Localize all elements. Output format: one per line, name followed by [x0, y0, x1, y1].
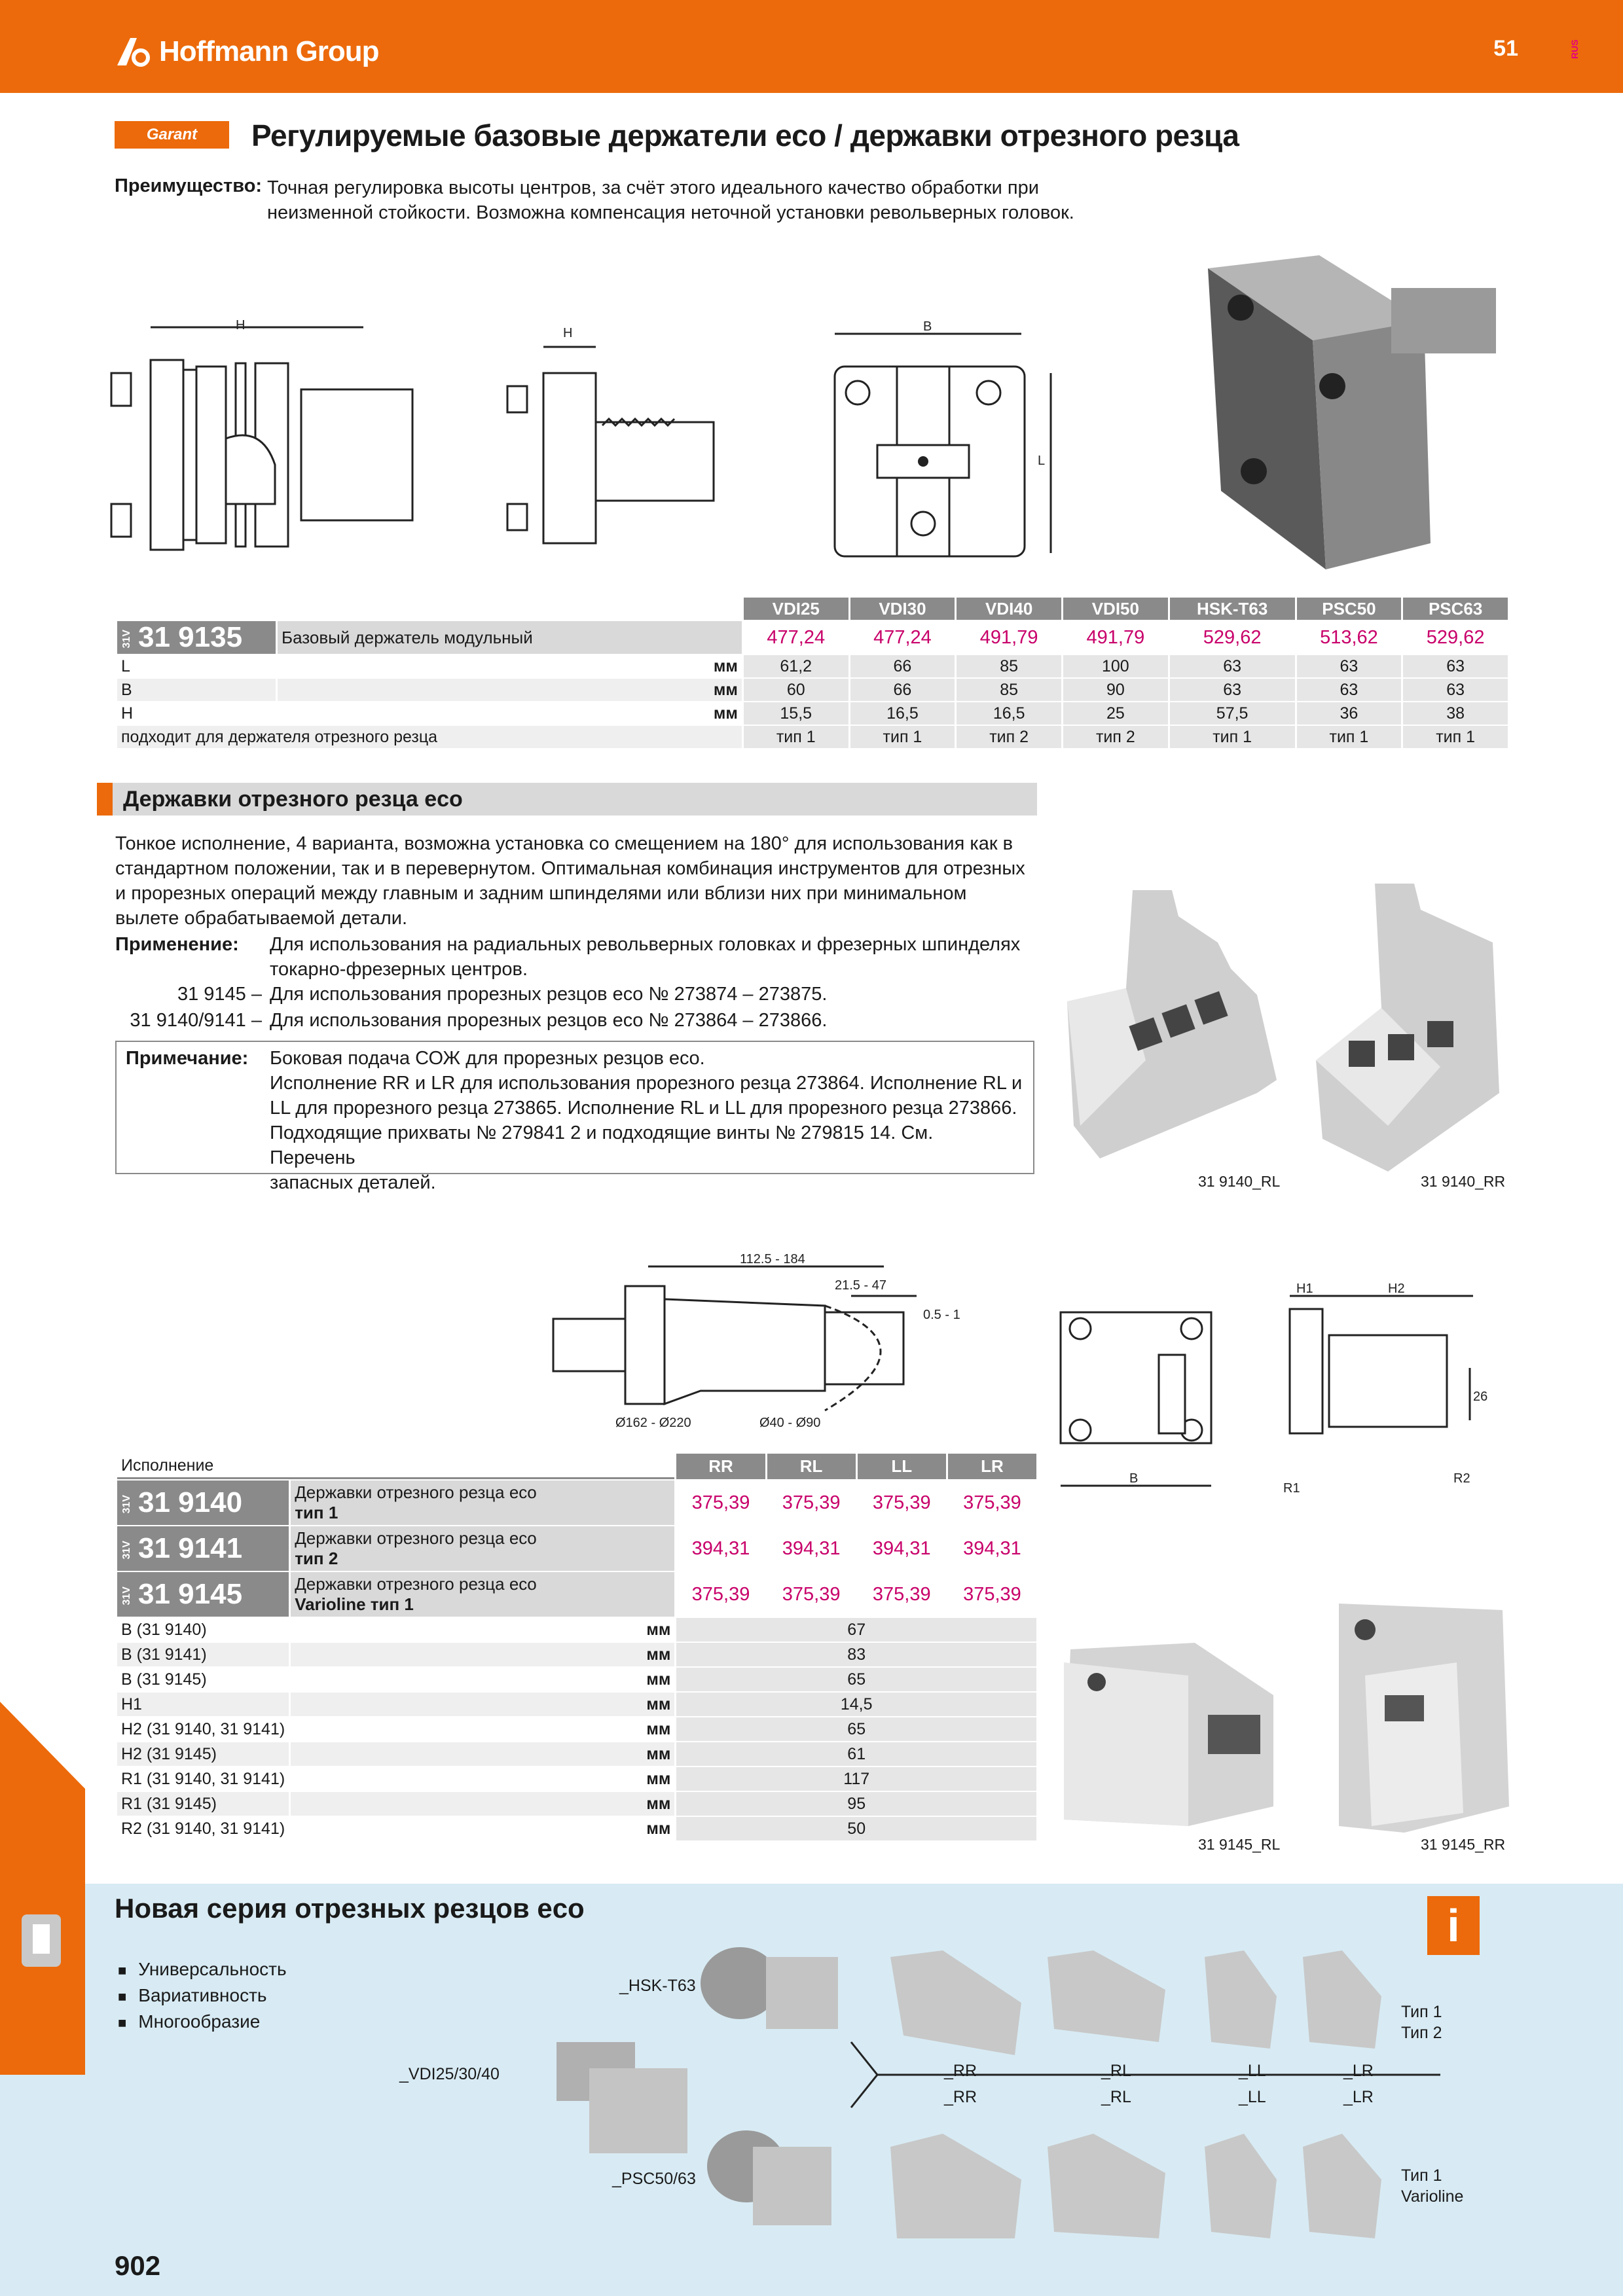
row-label: B: [117, 679, 276, 701]
row-unit: мм: [713, 656, 738, 675]
list-item: ■ Многообразие: [118, 2009, 287, 2036]
page-number-top: 51: [1493, 36, 1518, 61]
col-header: PSC50: [1297, 598, 1402, 620]
price-cell: 513,62: [1320, 626, 1378, 648]
table-row: [117, 679, 1508, 701]
cell: 63: [1297, 679, 1402, 701]
table-row: [117, 1668, 1036, 1691]
table-row: [117, 1717, 1036, 1741]
cell: 67: [676, 1618, 1036, 1641]
row-label: R1 (31 9145): [117, 1792, 289, 1816]
advantage-text: Точная регулировка высоты центров, за счёт этого идеального качество обработки при неизменной стойкости. Возможна компенсация неточной установки револьверных головок.: [267, 177, 1074, 223]
holder-thumbnails-bottom: [884, 2121, 1447, 2251]
article-desc: Базовый держатель модульный: [278, 621, 742, 654]
cell: 36: [1297, 702, 1402, 725]
drawing-front-b: [1054, 1276, 1224, 1492]
label-ll-2: _LL: [1239, 2088, 1266, 2106]
cell: 25: [1063, 702, 1168, 725]
adapter-hsk: [694, 1937, 851, 2042]
dim-r2: R2: [1453, 1471, 1470, 1486]
row-label: H2 (31 9145): [117, 1742, 289, 1766]
drawing-mounting: [543, 1247, 1002, 1437]
cell: 65: [676, 1717, 1036, 1741]
label-hsk: _HSK-T63: [619, 1977, 696, 1995]
col-header: PSC63: [1403, 598, 1508, 620]
price-cell: 394,31: [691, 1537, 750, 1559]
col-header: VDI50: [1063, 598, 1168, 620]
dim-26: 26: [1473, 1390, 1488, 1404]
row-unit: мм: [646, 1719, 671, 1738]
price-cell: 375,39: [963, 1583, 1021, 1605]
dim-d2: 21.5 - 47: [835, 1278, 886, 1293]
table-row: [117, 1792, 1036, 1816]
cell: 61: [676, 1742, 1036, 1766]
drawing-front: [825, 314, 1074, 563]
note-label: Примечание:: [126, 1048, 249, 1069]
article-desc: Державки отрезного резца eco Varioline тип 1: [291, 1572, 674, 1617]
cell: 61,2: [744, 655, 848, 677]
side-tab: [0, 1702, 85, 1826]
row-label: B (31 9141): [117, 1643, 289, 1666]
col-header: LR: [948, 1454, 1036, 1479]
dim-r1: R1: [1283, 1481, 1300, 1496]
note-line: Исполнение RR и LR для использования прорезного резца 273864. Исполнение RL и: [270, 1073, 1023, 1094]
price-cell: 491,79: [1086, 626, 1145, 648]
label-psc: _PSC50/63: [612, 2170, 696, 2188]
cell: 15,5: [744, 702, 848, 725]
dim-label-h2: H: [563, 326, 573, 340]
row-label: H2 (31 9140, 31 9141): [121, 1719, 285, 1738]
price-cell: 375,39: [872, 1492, 931, 1513]
cell: тип 2: [1063, 726, 1168, 748]
cell: 16,5: [957, 702, 1061, 725]
table-row: [117, 1618, 1036, 1641]
cell: тип 1: [1297, 726, 1402, 748]
page-number-bottom: 902: [115, 2250, 161, 2281]
cell: тип 1: [1403, 726, 1508, 748]
section-heading-parting-holders: Державки отрезного резца eco: [97, 783, 1037, 816]
cell: 60: [744, 679, 848, 701]
drawing-side-hsk: [105, 308, 471, 569]
drawing-side-vdi: [498, 321, 773, 563]
cell: 85: [957, 679, 1061, 701]
price-cell: 375,39: [782, 1492, 841, 1513]
price-cell: 394,31: [872, 1537, 931, 1559]
label-varioline: Varioline: [1401, 2187, 1464, 2206]
row-label: H: [121, 704, 134, 723]
caption-319140-rl: 31 9140_RL: [1198, 1173, 1281, 1190]
label-rr-2: _RR: [944, 2088, 977, 2106]
cell: 38: [1403, 702, 1508, 725]
cell: 65: [676, 1668, 1036, 1691]
label-lr-2: _LR: [1343, 2088, 1374, 2106]
table-row: [117, 726, 1508, 748]
table-row: [117, 655, 1508, 677]
cell: 63: [1170, 655, 1295, 677]
language-tag: RUS: [1569, 39, 1580, 59]
row-unit: мм: [646, 1670, 671, 1689]
list-item: ■ Вариативность: [118, 1983, 287, 2009]
list-item: ■ Универсальность: [118, 1957, 287, 1983]
cell: тип 1: [1170, 726, 1295, 748]
page-title: Регулируемые базовые держатели eco / державки отрезного резца: [251, 118, 1239, 152]
advantage-label: Преимущество:: [115, 175, 263, 196]
note-line: LL для прорезного резца 273865. Исполнение RL и LL для прорезного резца 273866.: [270, 1098, 1017, 1119]
row-unit: мм: [646, 1620, 671, 1639]
cell: 57,5: [1170, 702, 1295, 725]
photo-base-holder: [1195, 242, 1503, 576]
photo-319140-rl: [1061, 877, 1309, 1191]
cell: 117: [676, 1767, 1036, 1791]
cell: 50: [676, 1817, 1036, 1840]
table-row: [117, 1817, 1036, 1840]
article-desc: Державки отрезного резца eco тип 1: [291, 1480, 674, 1525]
row-unit: мм: [278, 679, 742, 701]
photo-319145-rl: [1057, 1636, 1293, 1846]
hoffmann-logo-icon: [115, 35, 151, 68]
cell: 66: [850, 655, 955, 677]
info-icon[interactable]: i: [1427, 1896, 1480, 1955]
adapter-vdi: [550, 2029, 707, 2160]
caption-319140-rr: 31 9140_RR: [1421, 1173, 1506, 1190]
price-cell: 375,39: [872, 1583, 931, 1605]
cell: 63: [1297, 655, 1402, 677]
row-unit: мм: [291, 1742, 674, 1766]
use1-text: Для использования прорезных резцов eco № 273874 – 273875.: [270, 984, 828, 1005]
label-rl-2: _RL: [1101, 2088, 1131, 2106]
price-cell: 477,24: [873, 626, 932, 648]
note-text: [270, 1046, 1023, 1195]
cell: 95: [676, 1792, 1036, 1816]
cell: 66: [850, 679, 955, 701]
table-row: [117, 1767, 1036, 1791]
col-header: RL: [767, 1454, 856, 1479]
tool-category-icon: [18, 1911, 64, 1970]
holder-thumbnails-top: [884, 1944, 1447, 2068]
caption-319145-rr: 31 9145_RR: [1421, 1836, 1506, 1853]
label-rl-1: _RL: [1101, 2062, 1131, 2080]
price-cell: 477,24: [767, 626, 826, 648]
application-text: Для использования на радиальных револьверных головках и фрезерных шпинделях токарно-фрезерных центров.: [270, 934, 1021, 980]
cell: тип 1: [744, 726, 848, 748]
col-header: VDI30: [850, 598, 955, 620]
application-label: Применение:: [115, 934, 239, 955]
cell: 100: [1063, 655, 1168, 677]
execution-label: Исполнение: [117, 1454, 674, 1479]
table-row: [117, 1742, 1036, 1766]
row-label: B (31 9140): [121, 1620, 207, 1639]
label-lr-1: _LR: [1343, 2062, 1374, 2080]
adapter-psc: [701, 2121, 858, 2251]
row-label: R1 (31 9140, 31 9141): [121, 1769, 285, 1788]
label-type1-vario: Тип 1: [1401, 2166, 1442, 2185]
row-label: L: [121, 656, 130, 675]
article-number[interactable]: 31V 31 9141: [117, 1526, 289, 1571]
feature-list: [118, 1957, 287, 2036]
label-rr-1: _RR: [944, 2062, 977, 2080]
cell: 85: [957, 655, 1061, 677]
col-header: VDI40: [957, 598, 1061, 620]
cell: 16,5: [850, 702, 955, 725]
dim-label-h1: H: [236, 318, 246, 332]
article-number[interactable]: 31V 31 9145: [117, 1572, 289, 1617]
label-type1: Тип 1: [1401, 2003, 1442, 2021]
table-parting-holders: [115, 1452, 1038, 1842]
logo-text: Hoffmann Group: [159, 35, 379, 67]
use2-label: 31 9140/9141 –: [130, 1010, 262, 1031]
price-cell: 375,39: [691, 1583, 750, 1605]
row-unit: мм: [291, 1643, 674, 1666]
table-row: [117, 702, 1508, 725]
row-unit: мм: [713, 704, 738, 723]
cell: 63: [1170, 679, 1295, 701]
label-ll-1: _LL: [1239, 2062, 1266, 2080]
cell: 14,5: [676, 1693, 1036, 1716]
row-unit: мм: [291, 1693, 674, 1716]
price-cell: 375,39: [782, 1583, 841, 1605]
dim-b2: B: [1129, 1471, 1139, 1486]
photo-319140-rr: [1309, 877, 1525, 1191]
dim-h2: H2: [1388, 1282, 1405, 1296]
article-number[interactable]: 31V 31 9140: [117, 1480, 289, 1525]
col-header: VDI25: [744, 598, 848, 620]
note-line: Боковая подача СОЖ для прорезных резцов eco.: [270, 1048, 705, 1069]
section2-intro: Тонкое исполнение, 4 варианта, возможна установка со смещением на 180° для использования как в стандартном положении, так и в перевернутом. Оптимальная комбинация инструментов для отрезных и прорезных операций между главным и задним шпинделями или вблизи них при минимальном вылете обрабатываемой детали.: [115, 833, 1025, 929]
cell: 63: [1403, 679, 1508, 701]
cell: тип 1: [850, 726, 955, 748]
row-label: B (31 9145): [121, 1670, 207, 1689]
note-line: Подходящие прихваты № 279841 2 и подходящие винты № 279815 14. См. Перечень: [270, 1122, 934, 1168]
row-unit: мм: [646, 1819, 671, 1838]
row-label: R2 (31 9140, 31 9141): [121, 1819, 285, 1838]
caption-319145-rl: 31 9145_RL: [1198, 1836, 1281, 1853]
price-cell: 529,62: [1203, 626, 1262, 648]
drawing-side-h1-h2: [1270, 1270, 1488, 1499]
price-cell: 529,62: [1426, 626, 1485, 648]
dim-label-l: L: [1038, 454, 1046, 468]
dim-d5: Ø40 - Ø90: [759, 1416, 821, 1430]
price-cell: 491,79: [979, 626, 1038, 648]
hoffmann-logo[interactable]: [115, 31, 379, 72]
dim-d3: 0.5 - 1: [923, 1308, 960, 1322]
garant-logo: Garant: [115, 121, 229, 149]
use1-label: 31 9145 –: [177, 984, 262, 1005]
row-label: H1: [117, 1693, 289, 1716]
price-cell: 375,39: [691, 1492, 750, 1513]
dim-label-b: B: [923, 319, 932, 334]
col-header: HSK-T63: [1170, 598, 1295, 620]
dim-d4: Ø162 - Ø220: [615, 1416, 691, 1430]
price-cell: 394,31: [782, 1537, 841, 1559]
table-row: [117, 1693, 1036, 1716]
cell: тип 2: [957, 726, 1061, 748]
row-label: подходит для держателя отрезного резца: [117, 726, 742, 748]
article-number[interactable]: 31V 31 9135: [117, 621, 276, 654]
price-cell: 394,31: [963, 1537, 1021, 1559]
use2-text: Для использования прорезных резцов eco № 273864 – 273866.: [270, 1010, 828, 1031]
price-cell: 375,39: [963, 1492, 1021, 1513]
banner-title: Новая серия отрезных резцов eco: [115, 1893, 585, 1924]
row-unit: мм: [646, 1769, 671, 1788]
dim-d1: 112.5 - 184: [740, 1252, 805, 1266]
table-row: [117, 1643, 1036, 1666]
col-header: LL: [858, 1454, 946, 1479]
photo-319145-rr: [1326, 1597, 1529, 1846]
row-unit: мм: [291, 1792, 674, 1816]
label-type2: Тип 2: [1401, 2024, 1442, 2042]
table-base-holder: [115, 596, 1510, 749]
article-desc: Державки отрезного резца eco тип 2: [291, 1526, 674, 1571]
col-header: RR: [676, 1454, 765, 1479]
dim-h1: H1: [1296, 1282, 1313, 1296]
cell: 90: [1063, 679, 1168, 701]
cell: 83: [676, 1643, 1036, 1666]
note-line: запасных деталей.: [270, 1172, 436, 1193]
label-vdi: _VDI25/30/40: [399, 2065, 500, 2083]
cell: 63: [1403, 655, 1508, 677]
